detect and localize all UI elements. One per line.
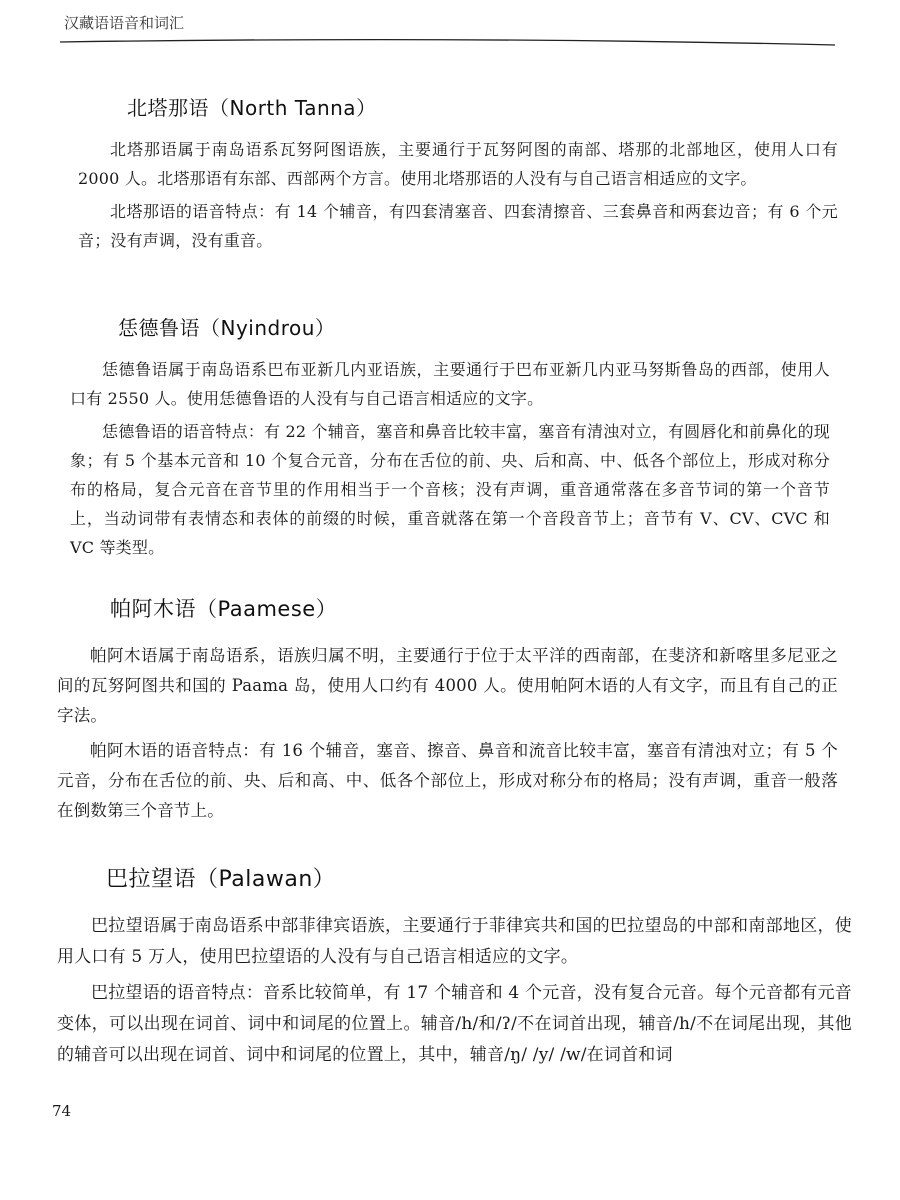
entry-north-tanna	[0, 92, 900, 255]
entry-nyindrou	[0, 312, 900, 562]
paragraph: 帕阿木语的语音特点：有 16 个辅音，塞音、擦音、鼻音和流音比较丰富，塞音有清浊对立；有 5 个元音，分布在舌位的前、央、后和高、中、低各个部位上，形成对称分布的格局；没有声调，重音一般落在倒数第三个音节上。	[57, 741, 838, 820]
entry-title: 帕阿木语（Paamese）	[110, 597, 338, 621]
paragraph: 巴拉望语属于南岛语系中部菲律宾语族，主要通行于菲律宾共和国的巴拉望岛的中部和南部地区，使用人口有 5 万人，使用巴拉望语的人没有与自己语言相适应的文字。	[57, 916, 852, 967]
entry-paamese	[0, 593, 900, 826]
paragraph: 帕阿木语属于南岛语系，语族归属不明，主要通行于位于太平洋的西南部，在斐济和新喀里多尼亚之间的瓦努阿图共和国的 Paama 岛，使用人口约有 4000 人。使用帕阿木语的人有文字，而且有自己的正字法。	[57, 646, 838, 725]
paragraph: 恁德鲁语的语音特点：有 22 个辅音，塞音和鼻音比较丰富，塞音有清浊对立，有圆唇化和前鼻化的现象；有 5 个基本元音和 10 个复合元音，分布在舌位的前、央、后和高、中、低各个部位上，形成对称分布的格局，复合元音在音节里的作用相当于一个音核；没有声调，重音通常落在多音节词的第一个音节上，当动词带有表情态和表体的前缀的时候，重音就落在第一个音段音节上；音节有 V、CV、CVC 和 VC 等类型。	[70, 422, 830, 557]
page-number: 74	[52, 1102, 72, 1120]
entry-palawan	[0, 862, 900, 1071]
header-rule	[60, 36, 835, 48]
entry-title: 北塔那语（North Tanna）	[127, 96, 377, 120]
paragraph: 北塔那语属于南岛语系瓦努阿图语族，主要通行于瓦努阿图的南部、塔那的北部地区，使用人口有 2000 人。北塔那语有东部、西部两个方言。使用北塔那语的人没有与自己语言相适应的文字。	[78, 140, 838, 188]
entry-title: 巴拉望语（Palawan）	[106, 867, 336, 892]
entry-title: 恁德鲁语（Nyindrou）	[118, 316, 336, 340]
paragraph: 恁德鲁语属于南岛语系巴布亚新几内亚语族，主要通行于巴布亚新几内亚马努斯鲁岛的西部，使用人口有 2550 人。使用恁德鲁语的人没有与自己语言相适应的文字。	[70, 360, 830, 408]
paragraph: 北塔那语的语音特点：有 14 个辅音，有四套清塞音、四套清擦音、三套鼻音和两套边音；有 6 个元音；没有声调，没有重音。	[78, 202, 838, 250]
running-head-title: 汉藏语语音和词汇	[64, 14, 185, 32]
paragraph: 巴拉望语的语音特点：音系比较简单，有 17 个辅音和 4 个元音，没有复合元音。每个元音都有元音变体，可以出现在词首、词中和词尾的位置上。辅音/h/和/ʔ/不在词首出现，辅音/h/不在词尾出现，其他的辅音可以出现在词首、词中和词尾的位置上，其中，辅音/ŋ/ /y/ /w/在词首和词	[57, 983, 852, 1065]
